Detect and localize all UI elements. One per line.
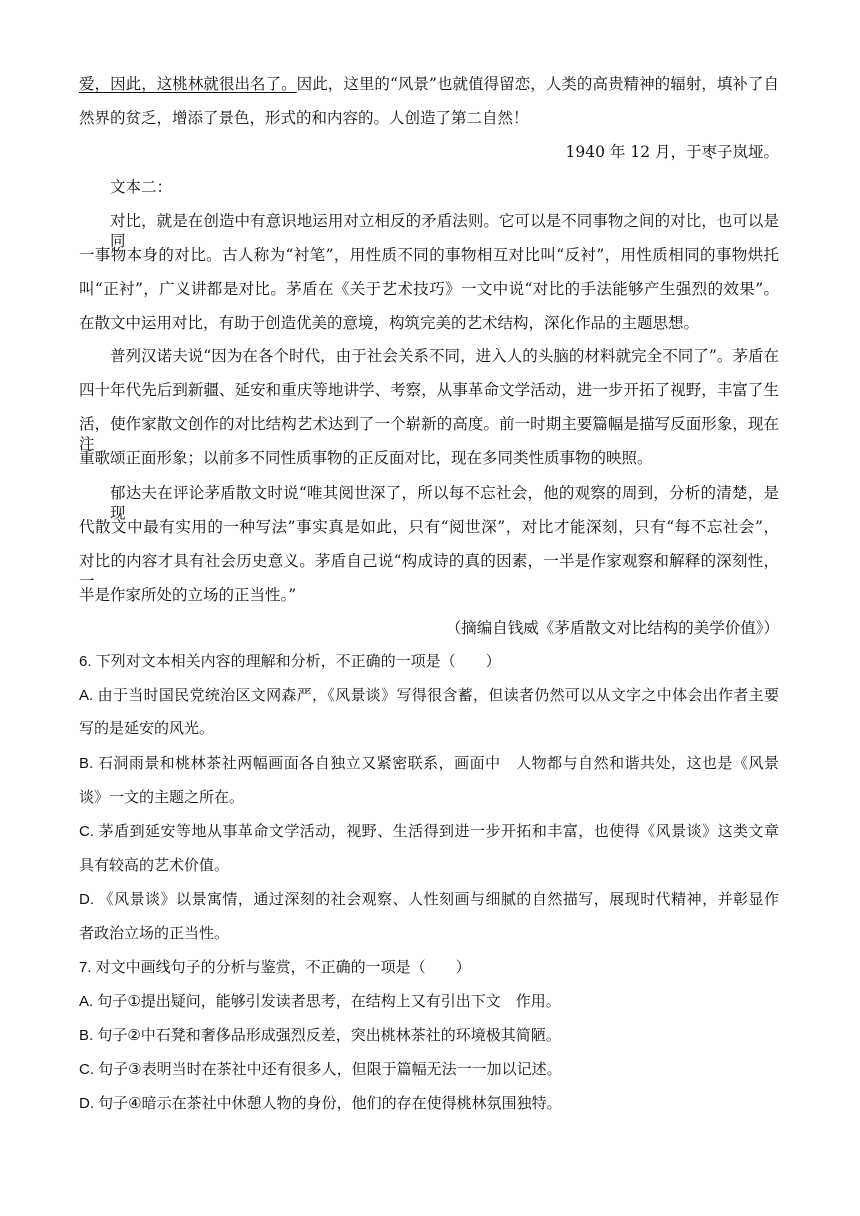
p1-line: 对比，就是在创造中有意识地运用对立相反的矛盾法则。它可以是不同事物之间的对比，也可以是同	[110, 212, 779, 250]
q6-option-b: B. 石洞雨景和桃林茶社两幅画面各自独立又紧密联系，画面中 人物都与自然和谐共处，这也是《风景	[79, 755, 779, 772]
p2-line: 活，使作家散文创作的对比结构艺术达到了一个崭新的高度。前一时期主要篇幅是描写反面形象，现在注	[79, 415, 779, 453]
q6-option-c-cont: 具有较高的艺术价值。	[79, 857, 230, 874]
p1-line: 一事物本身的对比。古人称为“衬笔”，用性质不同的事物相互对比叫“反衬”，用性质相同的事物烘托	[79, 246, 779, 264]
q7-option-b: B. 句子②中石凳和奢侈品形成强烈反差，突出桃林茶社的环境极其简陋。	[79, 1027, 561, 1044]
q6-option-d: D. 《风景谈》以景寓情，通过深刻的社会观察、人性刻画与细腻的自然描写，展现时代精神，并彰显作	[79, 891, 779, 908]
p2-line: 四十年代先后到新疆、延安和重庆等地讲学、考察，从事革命文学活动，进一步开拓了视野，丰富了生	[79, 381, 779, 399]
source-citation: （摘编自钱威《茅盾散文对比结构的美学价值》）	[445, 619, 779, 637]
p3-line: 半是作家所处的立场的正当性。”	[79, 586, 297, 604]
passage-line-1-rest: 因此，这里的“风景”也就值得留恋，人类的高贵精神的辐射，填补了自	[296, 75, 779, 93]
p1-line: 叫“正衬”，广义讲都是对比。茅盾在《关于艺术技巧》一文中说“对比的手法能够产生强烈的效果”。	[79, 280, 779, 298]
q6-option-c: C. 茅盾到延安等地从事革命文学活动，视野、生活得到进一步开拓和丰富，也使得《风景谈》这类文章	[79, 823, 779, 840]
q7-option-d: D. 句子④暗示在茶社中休憩人物的身份，他们的存在使得桃林氛围独特。	[79, 1095, 562, 1112]
p3-line: 代散文中最有实用的一种写法”事实真是如此，只有“阅世深”，对比才能深刻，只有“每不忘社会”，	[79, 518, 779, 536]
p1-line: 在散文中运用对比，有助于创造优美的意境，构筑完美的艺术结构，深化作品的主题思想。	[79, 314, 700, 332]
text2-title: 文本二：	[110, 178, 173, 196]
passage-line-2: 然界的贫乏，增添了景色，形式的和内容的。人创造了第二自然！	[79, 109, 529, 127]
dateline: 1940 年 12 月，于枣子岚垭。	[565, 143, 779, 161]
p3-line: 郁达夫在评论茅盾散文时说“唯其阅世深了，所以每不忘社会，他的观察的周到，分析的清楚，是现	[110, 484, 779, 522]
p3-line: 对比的内容才具有社会历史意义。茅盾自己说“构成诗的真的因素，一半是作家观察和解释的深刻性，一	[79, 552, 779, 590]
q6-option-a-cont: 写的是延安的风光。	[79, 720, 215, 737]
p2-line: 重歌颂正面形象；以前多不同性质事物的正反面对比，现在多同类性质事物的映照。	[79, 449, 653, 467]
underlined-sentence: 爱，因此，这桃林就很出名了。	[79, 75, 297, 93]
passage-line-1	[79, 74, 779, 94]
q6-option-b-cont: 谈》一文的主题之所在。	[79, 789, 245, 806]
q7-option-c: C. 句子③表明当时在茶社中还有很多人，但限于篇幅无法一一加以记述。	[79, 1061, 562, 1078]
q6-option-a: A. 由于当时国民党统治区文网森严，《风景谈》写得很含蓄，但读者仍然可以从文字之中体会出作者主要	[79, 687, 779, 704]
q6-option-d-cont: 者政治立场的正当性。	[79, 925, 230, 942]
q7-stem: 7. 对文中画线句子的分析与鉴赏，不正确的一项是（ ）	[79, 959, 471, 976]
p2-line: 普列汉诺夫说“因为在各个时代，由于社会关系不同，进入人的头脑的材料就完全不同了”。茅盾在	[110, 347, 779, 365]
q7-option-a: A. 句子①提出疑问，能够引发读者思考，在结构上又有引出下文 作用。	[79, 993, 561, 1010]
q6-stem: 6. 下列对文本相关内容的理解和分析，不正确的一项是（ ）	[79, 653, 501, 670]
